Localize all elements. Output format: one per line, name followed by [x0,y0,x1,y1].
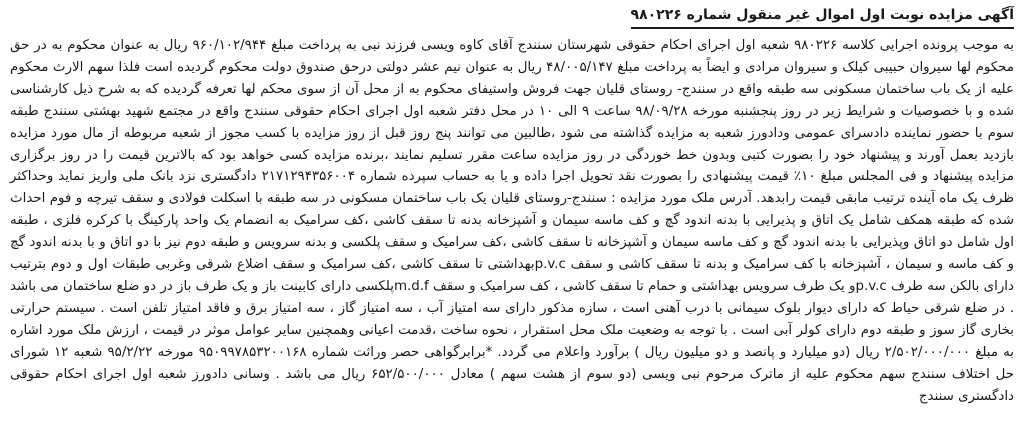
notice-body: به موجب پرونده اجرایی کلاسه ۹۸۰۲۲۶ شعبه اول اجرای احکام حقوقی شهرستان سنندج آقای کاوه ویسی فرزند نبی به پرداخت مبلغ ۹۶۰/۱۰۲/۹۴۴ ریال به عنوان محکوم به در حق محکوم لها سیروان حبیبی کیلک و سیروان مرادی و ایضاً به پرداخت مبلغ ۴۸/۰۰۵/۱۴۷ ریال به عنوان نیم عشر دولتی درحق صندوق دولت محکوم گردیده است فلذا سهم الارث محکوم علیه از یک باب ساختمان مسکونی سه طبقه واقع در سنندج- روستای قلیان جهت فروش واستیفای محکوم به از محل آن از سوی محکم لها تعرفه گردیده که به شرح ذیل کارشناسی شده و با خصوصیات و شرایط زیر در روز پنجشنبه مورخه ۹۸/۰۹/۲۸ ساعت ۹ الی ۱۰ در محل دفتر شعبه اول اجرای احکام حقوقی سنندج واقع در مجتمع شهید بهشتی سنندج طبقه سوم با حضور نماینده دادسرای عمومی ودادورز شعبه به مزایده گذاشته می شود ،طالبین می توانند پنج روز قبل از روز مزایده با کسب مجوز از شعبه مربوطه از مال مورد مزایده بازدید بعمل آورند و پیشنهاد خود را بصورت کتبی وبدون خط خوردگی در روز مزایده ساعت مقرر تسلیم نمایند ،برنده مزایده کسی خواهد بود که بالاترین قیمت را در روز برگزاری مزایده پیشنهاد و فی المجلس مبلغ ۱۰٪ قیمت پیشنهادی را بصورت نقد تحویل اجرا داده و یا به حساب سپرده شماره ۲۱۷۱۲۹۴۳۵۶۰۰۴ دادگستری نزد بانک ملی واریز نماید وحداکثر ظرف یک ماه آینده ترتیب مابقی قیمت رابدهد. آدرس ملک مورد مزایده : سنندج-روستای قلیان یک باب ساختمان مسکونی در سه طبقه با اسکلت فولادی و سقف تیرچه و فوم احداث شده که طبقه همکف شامل یک اتاق و پذیرایی با بدنه اندود گچ و کف ماسه سیمان و آشپزخانه بدنه تا سقف کاشی ،کف سرامیک به انضمام یک واحد پارکینگ با کرکره فلزی ، طبقه اول شامل دو اتاق وپذیرایی با بدنه اندود گچ و کف ماسه سیمان و آشپزخانه تا سقف کاشی ،کف سرامیک و سقف پلکسی و بدنه سرویس و طبقه دوم نیز با دو اتاق و با بدنه اندود گچ و کف ماسه و سیمان ، آشپزخانه با کف سرامیک و بدنه تا سقف کاشی و سقف p.v.cبهداشتی تا سقف کاشی ،کف سرامیک و سقف اضلاع شرقی وغربی طبقات اول و دوم بترتیب دارای بالکن سه طرف p.v.cو یک طرف سرویس بهداشتی و حمام تا سقف کاشی ، کف سرامیک و سقف m.d.fپلکسی دارای کابینت باز و یک طرف باز در دو ضلع ساختمان می باشد . در ضلع شرقی حیاط که دارای دیوار بلوک سیمانی با درب آهنی است ، سازه مذکور دارای سه امتیاز آب ، سه امتیاز گاز ، سه امتیاز برق و فاقد امتیاز تلفن است . سیستم حرارتی بخاری گاز سوز و طبقه دوم دارای کولر آبی است . با توجه به وضعیت ملک محل استقرار ، نحوه ساخت ،قدمت اعیانی وهمچنین سایر عوامل موثر در قیمت ، ارزش ملک مورد اشاره به مبلغ ۲/۵۰۲/۰۰۰/۰۰۰ ریال (دو میلیارد و پانصد و دو میلیون ریال ) برآورد واعلام می گردد. *برابرگواهی حصر وراثت شماره ۹۵۰۹۹۷۸۵۳۲۰۰۱۶۸ مورخه ۹۵/۲/۲۲ شعبه ۱۲ شورای حل اختلاف سنندج سهم محکوم علیه از ماترک مرحوم نبی ویسی (دو سوم از هشت سهم ) معادل ۶۵۲/۵۰۰/۰۰۰ ریال می باشد . وسانی دادورز شعبه اول اجرای احکام حقوقی دادگستری سنندج [10,38,1015,404]
notice-title: آگهی مزایده نوبت اول اموال غیر منقول شماره ۹۸۰۲۲۶ [631,4,1014,29]
